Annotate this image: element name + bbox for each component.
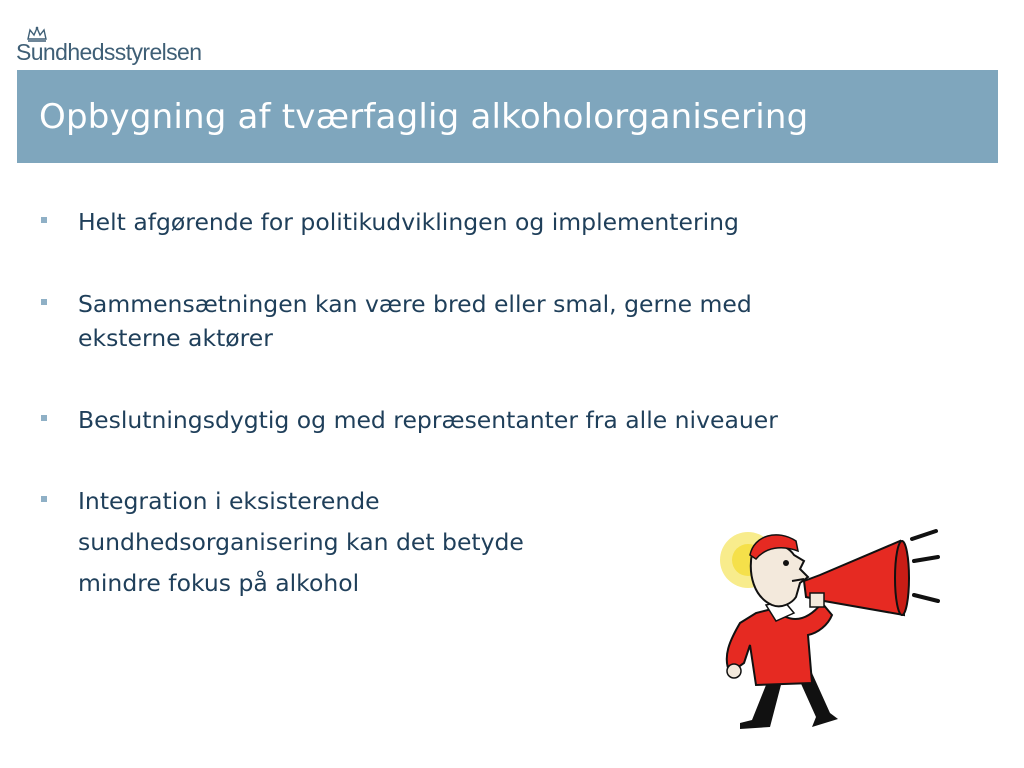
bullet-text: Integration i eksisterende sundhedsorganisering kan det betyde mindre fokus på alkohol [78, 487, 524, 597]
sound-lines-icon [912, 531, 938, 601]
bullet-text: Helt afgørende for politikudviklingen og implementering [78, 208, 739, 236]
list-item [40, 205, 940, 239]
bullet-marker [41, 415, 47, 421]
list-item [40, 403, 940, 437]
page-title: Opbygning af tværfaglig alkoholorganisering [39, 96, 809, 137]
bullet-marker [41, 217, 47, 223]
bullet-marker [41, 299, 47, 305]
title-bar [17, 70, 998, 163]
megaphone-icon [804, 541, 909, 615]
bullet-marker [41, 496, 47, 502]
logo-text: Sundhedsstyrelsen [16, 39, 202, 65]
list-item [40, 287, 940, 355]
bullet-text: Sammensætningen kan være bred eller smal, gerne med eksterne aktører [78, 290, 752, 352]
megaphone-man-icon [700, 505, 950, 745]
crown-icon [26, 26, 48, 42]
logo [16, 26, 201, 66]
bullet-text: Beslutningsdygtig og med repræsentanter fra alle niveauer [78, 406, 778, 434]
